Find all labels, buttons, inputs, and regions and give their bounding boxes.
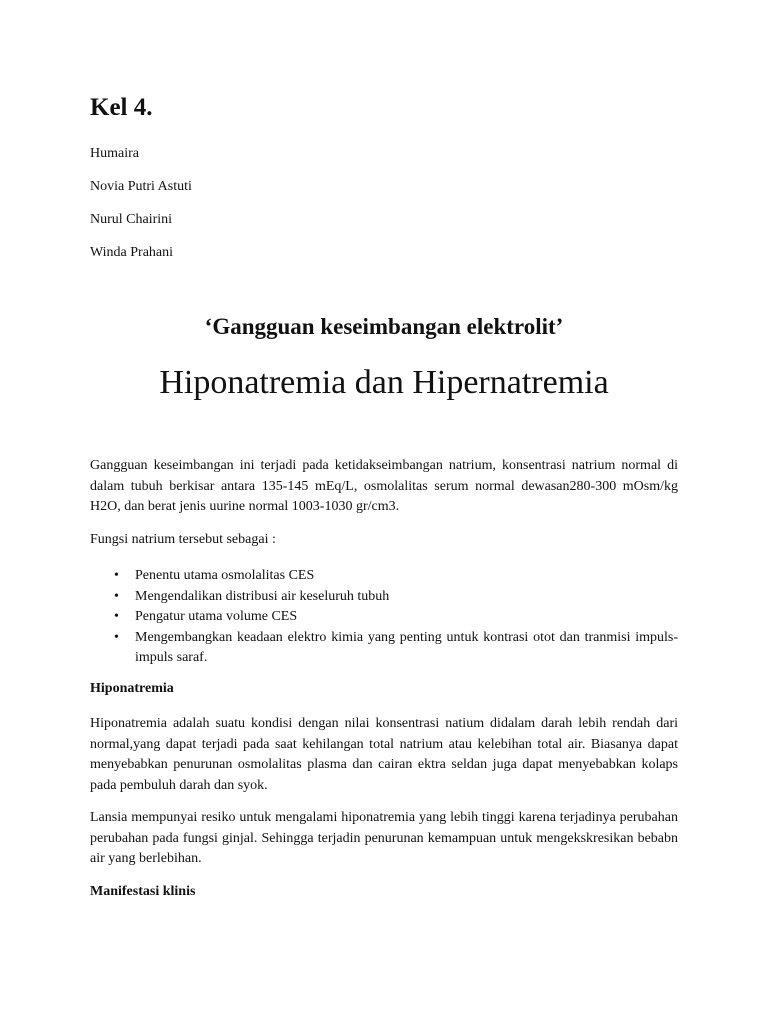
fungsi-list — [90, 566, 678, 669]
intro-paragraph: Gangguan keseimbangan ini terjadi pada ketidakseimbangan natrium, konsentrasi natrium normal di dalam tubuh berkisar antara 135-145 mEq/L, osmolalitas serum normal dewasan280-300 mOsm/kg H2O, dan berat jenis uurine normal 1003-1030 gr/cm3. — [90, 458, 678, 514]
list-item — [90, 607, 678, 628]
section-heading-manifestasi: Manifestasi klinis — [90, 884, 196, 899]
list-item-text: Pengatur utama volume CES — [135, 609, 298, 624]
list-item — [90, 628, 678, 669]
section-heading-hiponatremia: Hiponatremia — [90, 681, 174, 696]
member-name: Nurul Chairini — [90, 212, 173, 227]
document-subtitle: ‘Gangguan keseimbangan elektrolit’ — [204, 314, 564, 339]
member-name: Novia Putri Astuti — [90, 179, 192, 194]
bullet-icon: • — [114, 609, 119, 624]
bullet-icon: • — [114, 568, 119, 583]
member-name: Humaira — [90, 146, 139, 161]
bullet-icon: • — [114, 629, 119, 645]
document-title: Hiponatremia dan Hipernatremia — [159, 364, 609, 401]
lansia-paragraph: Lansia mempunyai resiko untuk mengalami hiponatremia yang lebih tinggi karena terjadinya perubahan perubahan pada fungsi ginjal. Sehingga terjadin penurunan kemampuan untuk mengekskresikan bebabn air yang berlebihan. — [90, 810, 678, 866]
bullet-icon: • — [114, 588, 119, 604]
list-item-text: Penentu utama osmolalitas CES — [135, 568, 315, 583]
list-item-text: Mengendalikan distribusi air keseluruh tubuh — [135, 588, 390, 604]
list-item-text: Mengembangkan keadaan elektro kimia yang penting untuk kontrasi otot dan tranmisi impuls-impuls saraf. — [135, 629, 678, 665]
fungsi-intro: Fungsi natrium tersebut sebagai : — [90, 532, 276, 547]
list-item — [90, 566, 678, 587]
group-title: Kel 4. — [90, 94, 153, 121]
hiponatremia-paragraph: Hiponatremia adalah suatu kondisi dengan nilai konsentrasi natium didalam darah lebih rendah dari normal,yang dapat terjadi pada saat kehilangan total natrium atau kelebihan total air. Biasanya dapat menyebabkan penurunan osmolalitas plasma dan cairan ektra seldan juga dapat menyebabkan kolaps pada pembuluh darah dan syok. — [90, 716, 678, 793]
member-name: Winda Prahani — [90, 245, 174, 260]
list-item — [90, 587, 678, 608]
